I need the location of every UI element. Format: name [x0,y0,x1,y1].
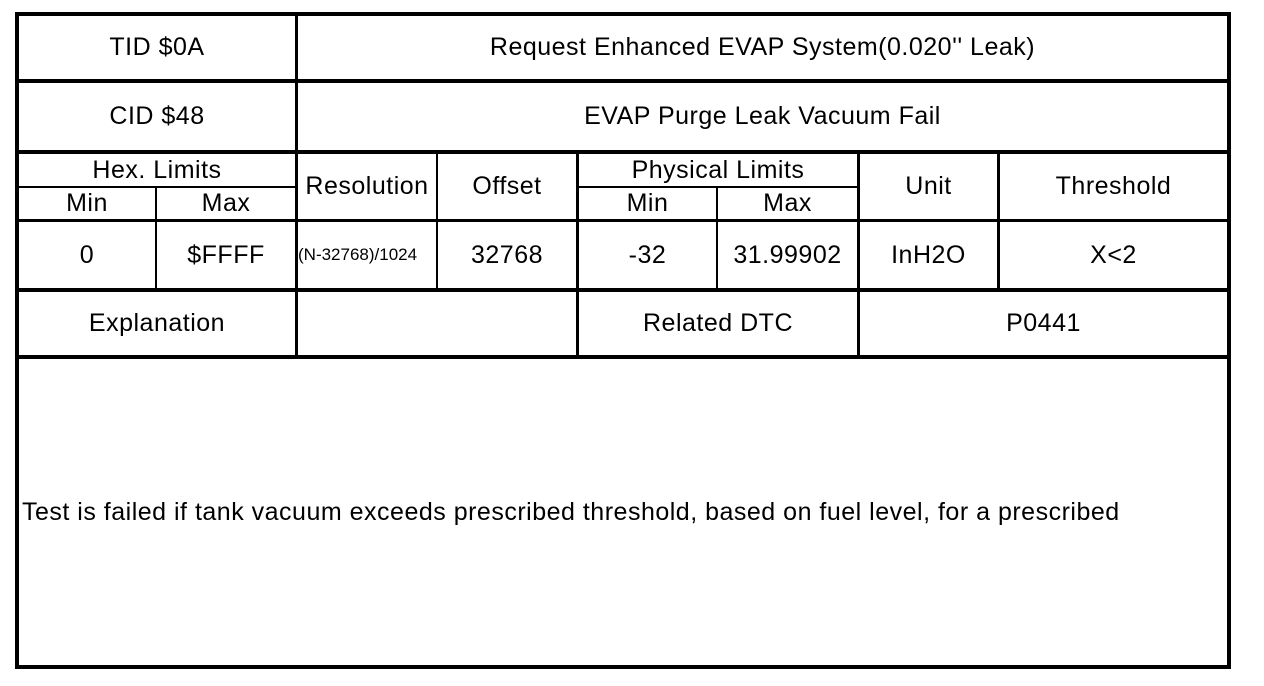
physical-limits-header: Physical Limits [631,155,805,184]
related-dtc-value: P0441 [1006,309,1081,337]
unit-header: Unit [905,172,952,200]
cid-label: CID $48 [109,102,205,130]
explanation-label: Explanation [88,309,226,337]
related-dtc-label: Related DTC [643,309,793,337]
component-name: EVAP Purge Leak Vacuum Fail [584,102,941,130]
phys-min-value: -32 [628,240,667,269]
phys-min-header: Min [626,189,669,217]
threshold-value: X<2 [1090,240,1137,269]
threshold-header: Threshold [1055,172,1172,200]
test-name: Request Enhanced EVAP System(0.020'' Leak) [489,33,1036,61]
phys-max-value: 31.99902 [733,240,842,269]
resolution-value: (N-32768)/1024 [298,245,418,264]
offset-value: 32768 [470,240,544,269]
hex-min-header: Min [66,189,108,217]
phys-max-header: Max [763,189,812,217]
resolution-header: Resolution [305,172,429,200]
hex-max-value: $FFFF [187,240,265,269]
explanation-value [298,292,576,355]
test-description: Test is failed if tank vacuum exceeds prescribed threshold, based on fuel level, for a prescribed [22,497,1120,526]
unit-value: InH2O [891,240,966,269]
tid-label: TID $0A [109,33,205,61]
hex-limits-header: Hex. Limits [92,155,222,184]
hex-max-header: Max [201,189,251,217]
hex-min-value: 0 [79,240,95,269]
offset-header: Offset [472,172,542,200]
